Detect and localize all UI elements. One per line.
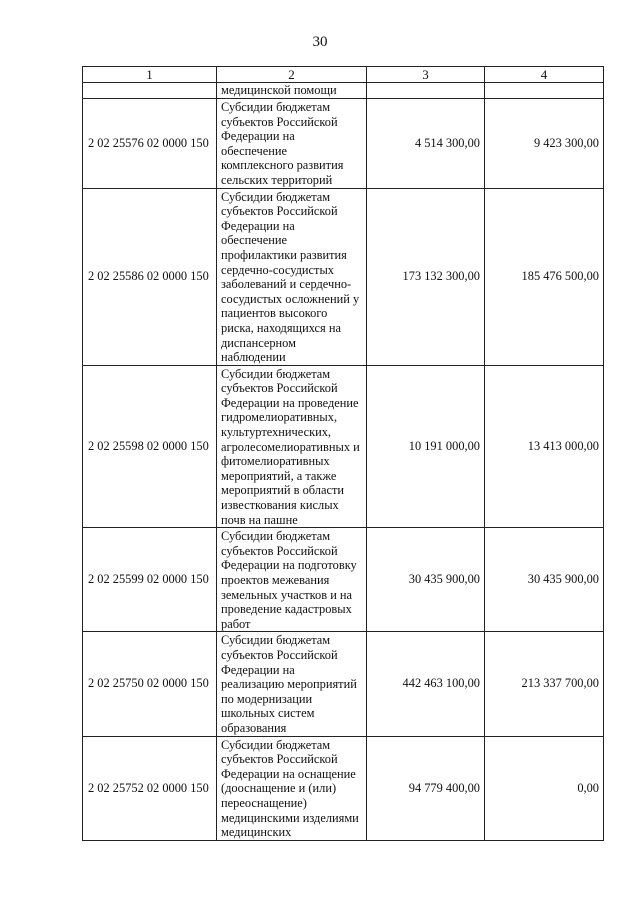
header-col-1: 1 <box>83 67 217 83</box>
description-line: наблюдении <box>221 350 286 365</box>
code-cell: 2 02 25599 02 0000 150 <box>83 528 217 632</box>
description-line: Федерации на оснащение <box>221 766 356 781</box>
description-line: работ <box>221 616 251 631</box>
description-line: реализацию мероприятий <box>221 677 357 692</box>
description-cell: медицинской помощи <box>217 83 367 99</box>
description-line: земельных участков и на <box>221 587 353 602</box>
description-line: гидромелиоративных, <box>221 410 338 425</box>
description-cell <box>217 736 367 840</box>
continuation-row <box>83 83 604 99</box>
table-row <box>83 188 604 365</box>
header-col-4: 4 <box>485 67 604 83</box>
description-line: обеспечение <box>221 143 287 158</box>
description-line: культуртехнических, <box>221 425 332 440</box>
description-line: диспансерном <box>221 335 296 350</box>
description-line: субъектов Российской <box>221 543 338 558</box>
description-line: субъектов Российской <box>221 752 338 767</box>
amount-col4-cell: 185 476 500,00 <box>485 188 604 365</box>
description-line: профилактики развития <box>221 247 347 262</box>
header-row <box>83 67 604 83</box>
description-line: фитомелиоративных <box>221 454 330 469</box>
amount-col3-cell: 442 463 100,00 <box>367 632 485 736</box>
description-cell <box>217 99 367 189</box>
amount-col4-cell: 13 413 000,00 <box>485 365 604 528</box>
description-line: субъектов Российской <box>221 204 338 219</box>
table-row <box>83 528 604 632</box>
amount-col4-cell: 30 435 900,00 <box>485 528 604 632</box>
table-row <box>83 736 604 840</box>
description-line: мероприятий в области <box>221 483 345 498</box>
amount-col3-cell: 30 435 900,00 <box>367 528 485 632</box>
description-line: медицинскими изделиями <box>221 810 359 825</box>
description-line: комплексного развития <box>221 158 344 173</box>
amount-col3-cell <box>367 83 485 99</box>
description-line: по модернизации <box>221 691 313 706</box>
description-line: заболеваний и сердечно- <box>221 277 352 292</box>
amount-col3-cell: 94 779 400,00 <box>367 736 485 840</box>
description-cell <box>217 528 367 632</box>
header-col-2: 2 <box>217 67 367 83</box>
description-line: образования <box>221 720 287 735</box>
description-line: пациентов высокого <box>221 306 328 321</box>
description-line: агролесомелиоративных и <box>221 439 360 454</box>
page-number: 30 <box>312 34 328 50</box>
amount-col3-cell: 173 132 300,00 <box>367 188 485 365</box>
description-line: Субсидии бюджетам <box>221 366 331 381</box>
description-line: мероприятий, а также <box>221 468 337 483</box>
description-line: школьных систем <box>221 706 315 721</box>
description-line: Субсидии бюджетам <box>221 737 331 752</box>
budget-table <box>82 66 604 841</box>
description-line: проведение кадастровых <box>221 602 352 617</box>
description-line: Федерации на <box>221 129 295 144</box>
header-col-3: 3 <box>367 67 485 83</box>
description-cell <box>217 365 367 528</box>
description-line: (дооснащение и (или) <box>221 781 337 796</box>
code-cell: 2 02 25750 02 0000 150 <box>83 632 217 736</box>
description-line: медицинских <box>221 825 292 840</box>
description-line: почв на пашне <box>221 512 298 527</box>
description-line: сельских территорий <box>221 172 333 187</box>
description-line: субъектов Российской <box>221 114 338 129</box>
description-line: проектов межевания <box>221 573 330 587</box>
description-line: сосудистых осложнений у <box>221 291 360 306</box>
description-line: субъектов Российской <box>221 647 338 662</box>
code-cell: 2 02 25598 02 0000 150 <box>83 365 217 528</box>
code-cell: 2 02 25586 02 0000 150 <box>83 188 217 365</box>
table-row <box>83 632 604 736</box>
amount-col4-cell: 213 337 700,00 <box>485 632 604 736</box>
description-line: известкования кислых <box>221 498 339 513</box>
description-line: Федерации на <box>221 218 295 233</box>
description-line: Субсидии бюджетам <box>221 633 331 648</box>
code-cell: 2 02 25576 02 0000 150 <box>83 99 217 189</box>
code-cell: 2 02 25752 02 0000 150 <box>83 736 217 840</box>
amount-col4-cell: 9 423 300,00 <box>485 99 604 189</box>
code-cell <box>83 83 217 99</box>
description-line: Субсидии бюджетам <box>221 529 331 544</box>
description-line: Федерации на <box>221 662 295 677</box>
description-line: риска, находящихся на <box>221 320 341 335</box>
description-cell <box>217 632 367 736</box>
amount-col3-cell: 4 514 300,00 <box>367 99 485 189</box>
amount-col4-cell <box>485 83 604 99</box>
description-line: субъектов Российской <box>221 381 338 396</box>
description-line: обеспечение <box>221 233 287 248</box>
description-line: переоснащение) <box>221 795 307 810</box>
description-line: сердечно-сосудистых <box>221 262 334 277</box>
table-row <box>83 365 604 528</box>
description-line: Субсидии бюджетам <box>221 189 331 204</box>
description-cell <box>217 188 367 365</box>
amount-col3-cell: 10 191 000,00 <box>367 365 485 528</box>
description-line: Федерации на подготовку <box>221 558 357 573</box>
amount-col4-cell: 0,00 <box>485 736 604 840</box>
description-line: Федерации на проведение <box>221 395 359 410</box>
table-row <box>83 99 604 189</box>
description-line: Субсидии бюджетам <box>221 100 331 114</box>
